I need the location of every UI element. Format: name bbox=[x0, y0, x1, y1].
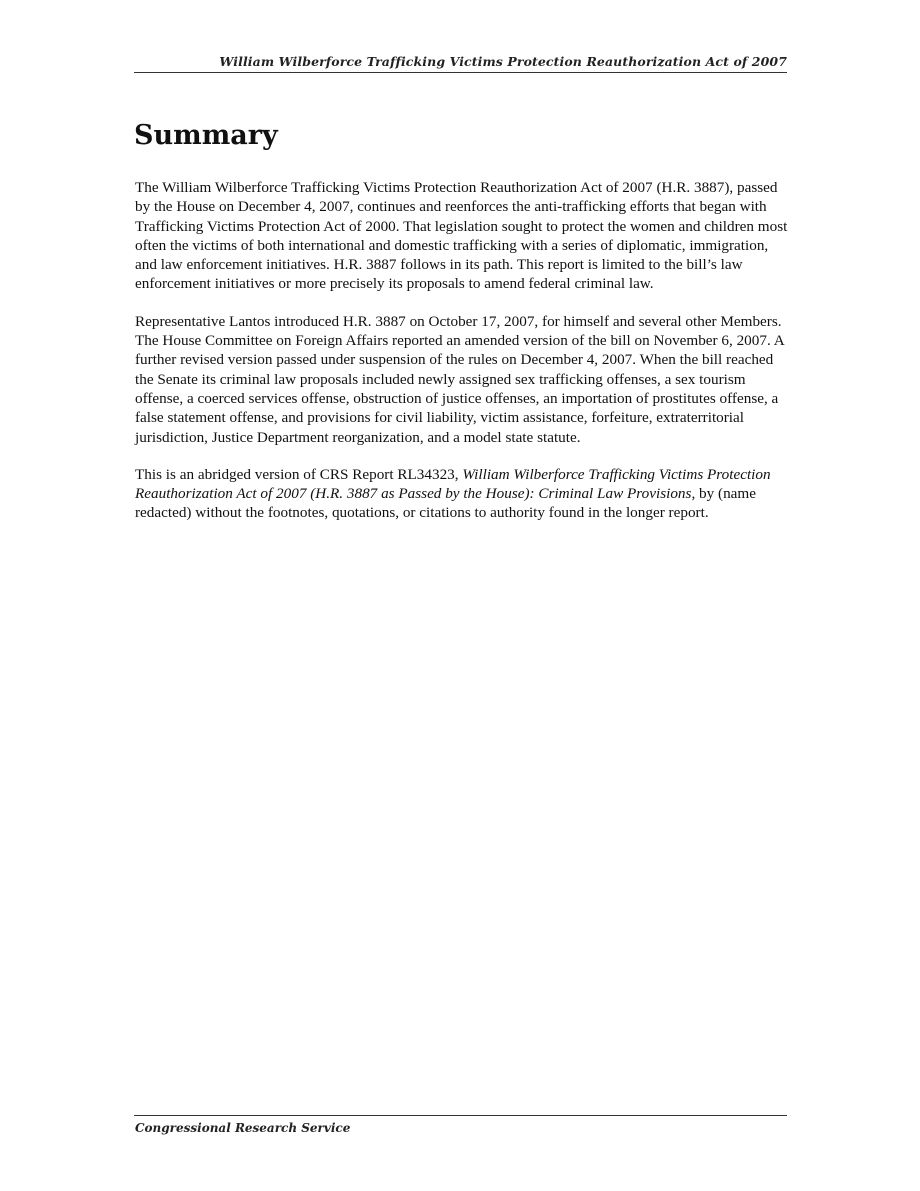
header-rule bbox=[134, 72, 787, 73]
report-title-italic: William Wilberforce Trafficking Victims Protection Reauthorization Act of 2007 (H.R. 3887 as Passed by the House): Criminal Law Provisions bbox=[135, 465, 771, 503]
summary-paragraph-2: Representative Lantos introduced H.R. 3887 on October 17, 2007, for himself and several other Members. The House Committee on Foreign Affairs reported an amended version of the bill on November 6, 2007. A further revised version passed under suspension of the rules on December 4, 2007. When the bill reached the Senate its criminal law proposals included newly assigned sex trafficking offenses, a sex tourism offense, a coerced services offense, obstruction of justice offenses, an importation of prostitutes offense, a false statement offense, and provisions for civil liability, victim assistance, forfeiture, extraterritorial jurisdiction, Justice Department reorganization, and a model state statute. bbox=[135, 312, 784, 446]
summary-paragraph-3 bbox=[135, 465, 789, 523]
summary-paragraph-1: The William Wilberforce Trafficking Victims Protection Reauthorization Act of 2007 (H.R. 3887), passed by the House on December 4, 2007, continues and reenforces the anti-trafficking efforts that began with Trafficking Victims Protection Act of 2000. That legislation sought to protect the women and children most often the victims of both international and domestic trafficking with a series of diplomatic, immigration, and law enforcement initiatives. H.R. 3887 follows in its path. This report is limited to the bill’s law enforcement initiatives or more precisely its proposals to amend federal criminal law. bbox=[135, 179, 788, 293]
page-title: Summary bbox=[134, 120, 278, 151]
footer-rule bbox=[134, 1115, 787, 1116]
abridged-suffix: , by (name redacted) without the footnotes, quotations, or citations to authority found in the longer report. bbox=[135, 485, 756, 522]
running-header-title: William Wilberforce Trafficking Victims Protection Reauthorization Act of 2007 bbox=[219, 54, 787, 69]
abridged-prefix: This is an abridged version of CRS Report RL34323, bbox=[135, 465, 463, 483]
summary-body bbox=[135, 178, 789, 541]
footer-organization: Congressional Research Service bbox=[135, 1121, 351, 1135]
